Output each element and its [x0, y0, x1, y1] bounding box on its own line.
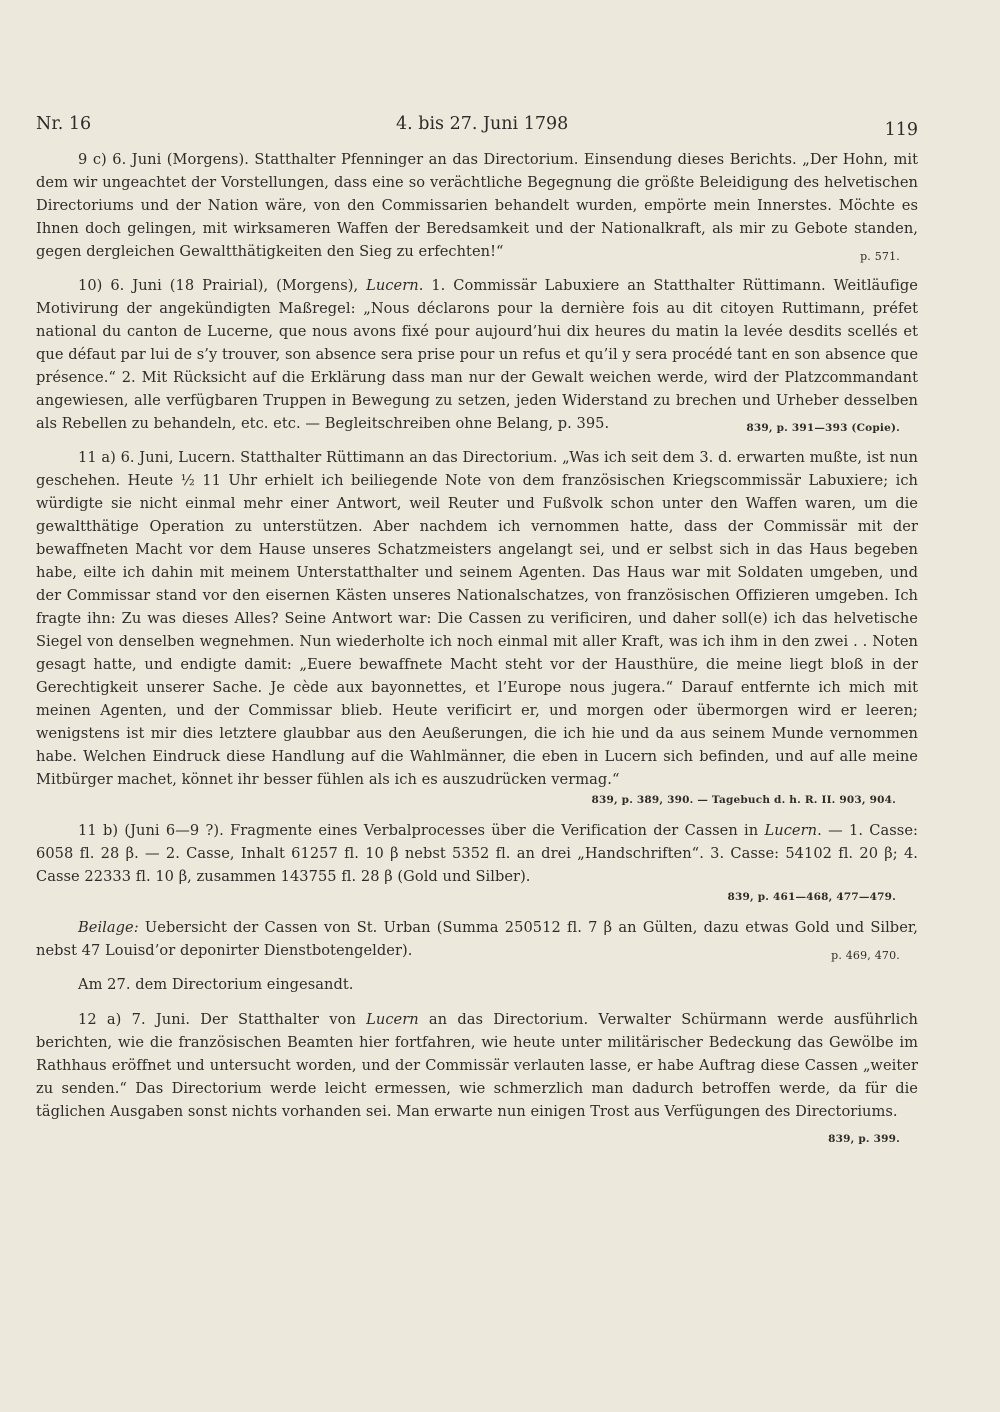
entry-text: 12 a) 7. Juni. Der Statthalter von — [78, 1011, 367, 1028]
date-range: 4. bis 27. Juni 1798 — [396, 114, 569, 134]
entry-9c — [36, 148, 918, 263]
place-name: Lucern — [366, 277, 419, 294]
source-reference: p. 571. — [860, 250, 900, 263]
source-reference: 839, p. 389, 390. — Tagebuch d. h. R. II. 903, 904. — [591, 794, 896, 806]
beilage-entry — [36, 916, 918, 962]
submission-note — [36, 973, 918, 996]
source-reference: 839, p. 399. — [828, 1133, 900, 1145]
entry-text: 10) 6. Juni (18 Prairial), (Morgens), — [78, 277, 367, 294]
entry-10 — [36, 274, 918, 435]
page-number: 119 — [884, 120, 918, 140]
entry-12a — [36, 1008, 918, 1145]
entry-text: 11 b) (Juni 6—9 ?). Fragmente eines Verbalprocesses über die Verification der Cassen in — [78, 822, 765, 839]
entry-text: . 1. Commissär Labuxiere an Statthalter Rüttimann. Weitläufige Motivirung der angekündigten Maßregel: „Nous déclarons pour la dernière fois au dit citoyen Ruttimann, préfet national du canton de Lucerne, que nous avons fixé pour aujourd’hui dix heures du matin la levée desdits scellés et que défaut par lui de s’y trouver, son absence sera prise pour un refus et qu’il y sera procédé tant en son absence que présence.“ 2. Mit Rücksicht auf die Erklärung dass man nur der Gewalt weichen werde, wird der Platzcommandant angewiesen, alle verfügbaren Truppen in Bewegung zu setzen, jeden Widerstand zu brechen und Urheber desselben als Rebellen zu behandeln, etc. etc. — Begleitschreiben ohne Belang, p. 395. — [36, 277, 919, 432]
entry-text: . — 1. Casse: 6058 fl. 28 β. — 2. Casse, Inhalt 61257 fl. 10 β nebst 5352 fl. an drei „Handschriften“. 3. Casse: 54102 fl. 20 β; 4. Casse 22333 fl. 10 β, zusammen 143755 fl. 28 β (Gold und Silber). — [36, 822, 918, 885]
document-body — [36, 148, 918, 1151]
entry-text: Uebersicht der Cassen von St. Urban (Summa 250512 fl. 7 β an Gülten, dazu etwas Gold und Silber, nebst 47 Louisd’or deponirter Dienstbotengelder). — [36, 919, 918, 959]
document-number: Nr. 16 — [36, 114, 92, 134]
place-name: Lucern — [366, 1011, 419, 1028]
source-reference: 839, p. 391—393 (Copie). — [746, 422, 900, 434]
source-reference: p. 469, 470. — [831, 949, 900, 962]
entry-11b — [36, 819, 918, 905]
beilage-label: Beilage: — [78, 919, 139, 936]
running-head — [36, 104, 918, 140]
source-reference: 839, p. 461—468, 477—479. — [727, 891, 896, 903]
entry-text: an das Directorium. Verwalter Schürmann werde ausführlich berichten, wie die französischen Beamten hier fortfahren, wie heute unter militärischer Bedeckung das Gewölbe im Rathhaus eröffnet und untersucht worden, und der Commissär verlauten lasse, er habe Auftrag diese Cassen „weiter zu senden.“ Das Directorium werde leicht ermessen, wie schmerzlich man dadurch betroffen werde, da für die täglichen Ausgaben sonst nichts vorhanden sei. Man erwarte nun einigen Trost aus Verfügungen des Directoriums. — [36, 1011, 918, 1120]
entry-11a — [36, 446, 918, 808]
entry-text: 9 c) 6. Juni (Morgens). Statthalter Pfenninger an das Directorium. Einsendung dieses Berichts. „Der Hohn, mit dem wir ungeachtet der Vorstellungen, dass eine so verächtliche Begegnung die größte Beleidigung des helvetischen Directoriums und der Nation wäre, von den Commissarien behandelt wurden, empörte mein Innerstes. Möchte es Ihnen doch gelingen, mit wirksameren Waffen der Beredsamkeit und der Nationalkraft, als mir zu Gebote standen, gegen dergleichen Gewaltthätigkeiten den Sieg zu erfechten!“ — [36, 151, 918, 260]
place-name: Lucern — [764, 822, 818, 839]
entry-text: 11 a) 6. Juni, Lucern. Statthalter Rüttimann an das Directorium. „Was ich seit dem 3. d. erwarten mußte, ist nun geschehen. Heute ½ 11 Uhr erhielt ich beiliegende Note von dem französischen Kriegscommissär Labuxiere; ich würdigte sie nicht einmal mehr einer Antwort, weil Reuter und Fußvolk schon unter den Waffen waren, um die gewaltthätige Operation zu unterstützen. Aber nachdem ich vernommen hatte, dass der Commissär mit der bewaffneten Macht vor dem Hause unseres Schatzmeisters angelangt sei, und er selbst sich in das Haus begeben habe, eilte ich dahin mit meinem Unterstatthalter und seinem Agenten. Das Haus war mit Soldaten umgeben, und der Commissar stand vor den eisernen Kästen unseres Nationalschatzes, von französischen Offizieren umgeben. Ich fragte ihn: Zu was dieses Alles? Seine Antwort war: Die Cassen zu verificiren, und daher soll(e) ich das helvetische Siegel von denselben wegnehmen. Nun wiederholte ich noch einmal mit aller Kraft, was ich ihm in den zwei . . Noten gesagt hatte, und endigte damit: „Euere bewaffnete Macht steht vor der Hausthüre, die meine liegt bloß in der Gerechtigkeit unserer Sache. Je cède aux bayonnettes, et l’Europe nous jugera.“ Darauf entfernte ich mich mit meinen Agenten, und der Commissar blieb. Heute verificirt er, und morgen oder übermorgen wird er leeren; wenigstens ist mir dies letztere glaubbar aus den Aeußerungen, die ich hie und da aus seinem Munde vernommen habe. Welchen Eindruck diese Handlung auf die Wahlmänner, die eben in Lucern sich befinden, und auf alle meine Mitbürger machet, könnet ihr besser fühlen als ich es auszudrücken vermag.“ — [36, 449, 918, 788]
entry-text: Am 27. dem Directorium eingesandt. — [78, 976, 354, 993]
